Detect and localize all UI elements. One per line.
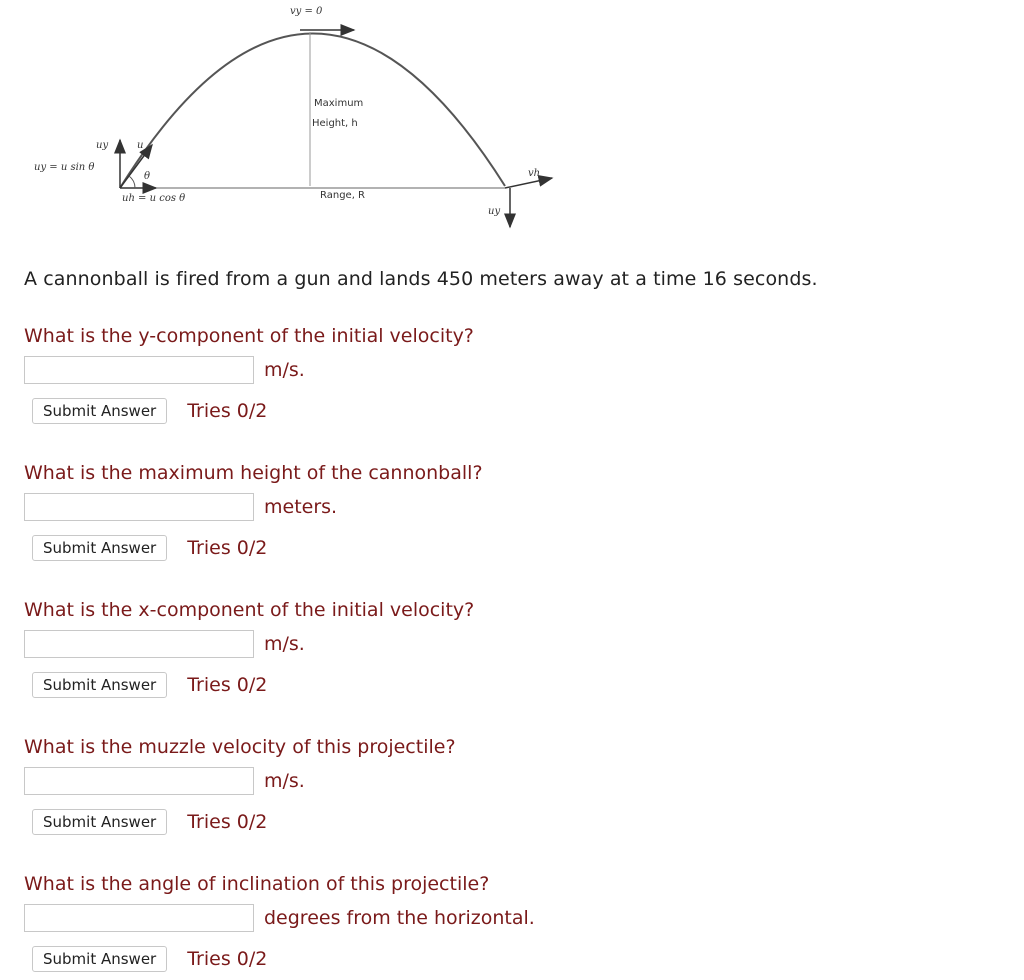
submit-answer-button[interactable]: Submit Answer <box>32 809 167 835</box>
submit-answer-button[interactable]: Submit Answer <box>32 398 167 424</box>
projectile-diagram <box>0 0 600 240</box>
question-5 <box>24 870 724 973</box>
unit-label: meters. <box>264 496 338 518</box>
submit-answer-button[interactable]: Submit Answer <box>32 672 167 698</box>
theta-label: θ <box>144 171 151 182</box>
submit-answer-button[interactable]: Submit Answer <box>32 535 167 561</box>
tries-counter: Tries 0/2 <box>187 674 268 696</box>
range-label: Range, R <box>320 190 365 201</box>
vh-right-label: vh <box>528 168 541 179</box>
tries-counter: Tries 0/2 <box>187 537 268 559</box>
top-velocity-label: vy = 0 <box>290 6 323 17</box>
unit-label: m/s. <box>264 633 305 655</box>
question-4 <box>24 733 724 836</box>
max-height-label: Maximum <box>314 98 364 109</box>
question-text: What is the y-component of the initial velocity? <box>24 325 474 347</box>
unit-label: degrees from the horizontal. <box>264 907 535 929</box>
unit-label: m/s. <box>264 770 305 792</box>
question-text: What is the x-component of the initial velocity? <box>24 599 475 621</box>
uh-equation: uh = u cos θ <box>122 193 186 204</box>
question-1 <box>24 322 724 425</box>
question-text: What is the muzzle velocity of this projectile? <box>24 736 456 758</box>
answer-input[interactable] <box>24 493 254 521</box>
question-3 <box>24 596 724 699</box>
answer-input[interactable] <box>24 767 254 795</box>
problem-statement: A cannonball is fired from a gun and lands 450 meters away at a time 16 seconds. <box>24 268 818 290</box>
submit-answer-button[interactable]: Submit Answer <box>32 946 167 972</box>
question-text: What is the angle of inclination of this projectile? <box>24 873 490 895</box>
question-text: What is the maximum height of the cannonball? <box>24 462 483 484</box>
uy-left-label: uy <box>96 140 109 151</box>
uy-right-label: uy <box>488 206 501 217</box>
max-height-label-2: Height, h <box>312 118 358 129</box>
tries-counter: Tries 0/2 <box>187 400 268 422</box>
trajectory-curve <box>120 33 505 188</box>
tries-counter: Tries 0/2 <box>187 948 268 970</box>
u-label: u <box>137 140 144 151</box>
tries-counter: Tries 0/2 <box>187 811 268 833</box>
answer-input[interactable] <box>24 630 254 658</box>
answer-input[interactable] <box>24 356 254 384</box>
vh-arrow-right <box>505 178 552 188</box>
answer-input[interactable] <box>24 904 254 932</box>
question-2 <box>24 459 724 562</box>
theta-arc <box>129 176 135 188</box>
uy-equation: uy = u sin θ <box>34 162 95 173</box>
unit-label: m/s. <box>264 359 305 381</box>
